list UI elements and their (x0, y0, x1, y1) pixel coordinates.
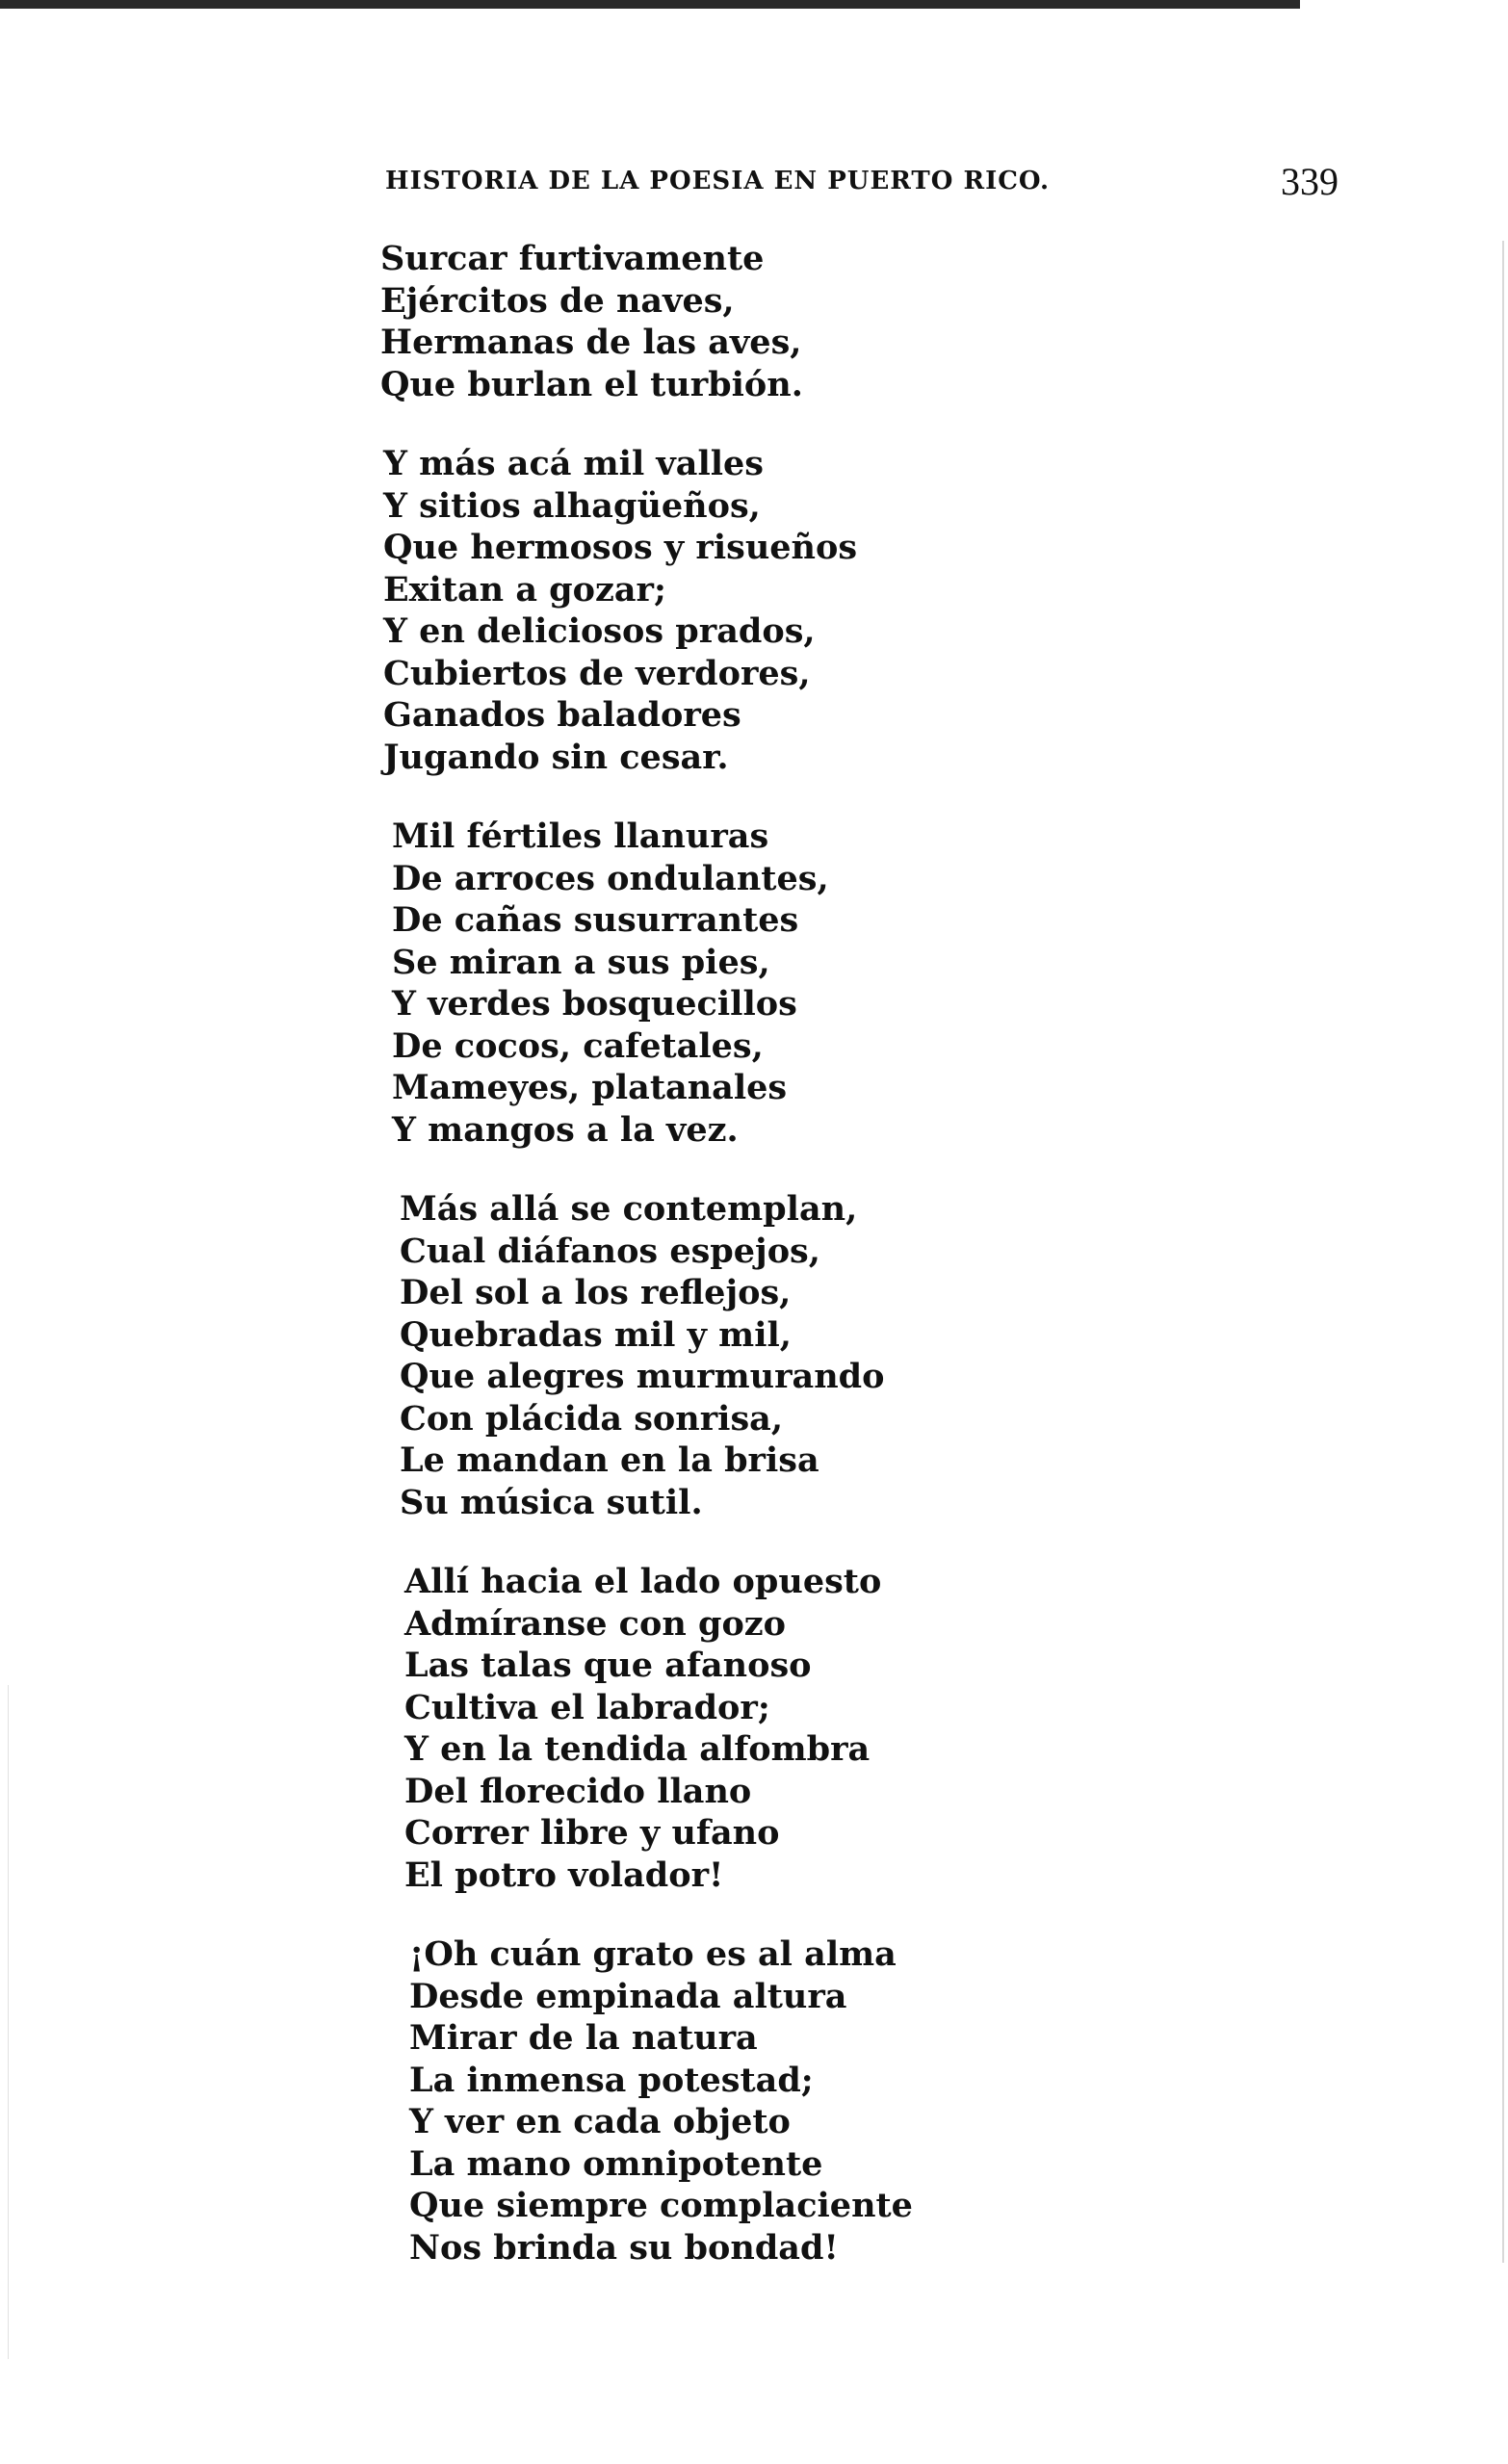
poem-line: La mano omnipotente (409, 2143, 823, 2184)
poem-line: Jugando sin cesar. (383, 737, 729, 777)
right-margin-rule (1502, 241, 1504, 2263)
poem-line: Quebradas mil y mil, (400, 1314, 792, 1355)
page-number: 339 (1281, 160, 1339, 203)
poem-line: Su música sutil. (400, 1482, 703, 1522)
poem-line: Y en deliciosos prados, (383, 611, 816, 651)
poem-line: Hermanas de las aves, (380, 323, 802, 362)
poem-line: Surcar furtivamente (380, 239, 765, 278)
poem-line: Y más acá mil valles (383, 444, 765, 483)
poem-line: La inmensa potestad; (409, 2060, 814, 2100)
poem-line: Correr libre y ufano (404, 1813, 780, 1853)
poem-line: Allí hacia el lado opuesto (404, 1562, 882, 1601)
poem-line: Cultiva el labrador; (404, 1687, 770, 1727)
poem-line: Exitan a gozar; (383, 569, 666, 610)
poem-line: Admíranse con gozo (404, 1603, 787, 1644)
poem-line: Y ver en cada objeto (409, 2102, 791, 2141)
poem-line: Con plácida sonrisa, (400, 1398, 784, 1439)
poem-line: Más allá se contemplan, (400, 1189, 858, 1229)
poem-line: Y en la tendida alfombra (404, 1729, 871, 1769)
poem-line: Le mandan en la brisa (400, 1440, 819, 1480)
poem-line: Mirar de la natura (409, 2018, 758, 2058)
poem-line: Y mangos a la vez. (392, 1109, 739, 1150)
poem-line: Que hermosos y risueños (383, 528, 858, 567)
poem-line: De arroces ondulantes, (392, 858, 829, 898)
stanza-1 (380, 238, 1054, 405)
running-head: HISTORIA DE LA POESIA EN PUERTO RICO. (385, 167, 1051, 195)
poem-line: Cubiertos de verdores, (383, 653, 811, 693)
top-border-rule (0, 0, 1300, 9)
poem-line: El potro volador! (404, 1854, 724, 1895)
poem-line: Que alegres murmurando (400, 1357, 885, 1396)
poem-line: Mil fértiles llanuras (392, 817, 769, 856)
stanza-2 (380, 443, 1054, 778)
poem-line: Las talas que afanoso (404, 1646, 812, 1685)
stanza-5 (380, 1561, 1054, 1896)
poem-line: Cual diáfanos espejos, (400, 1231, 820, 1271)
poem-line: Nos brinda su bondad! (409, 2227, 839, 2268)
stanza-3 (380, 816, 1054, 1151)
poem-line: Y sitios alhagüeños, (383, 485, 761, 526)
poem-line: Mameyes, platanales (392, 1068, 788, 1107)
poem-line: ¡Oh cuán grato es al alma (409, 1934, 897, 1974)
poem-line: Del sol a los reflejos, (400, 1273, 792, 1312)
poem-line: Y verdes bosquecillos (392, 984, 797, 1024)
poem-line: Del florecido llano (404, 1771, 752, 1811)
poem-line: Ejércitos de naves, (380, 280, 735, 321)
poem-line: Se miran a sus pies, (392, 942, 770, 982)
poem-line: Que burlan el turbión. (380, 364, 803, 404)
poem-line: Ganados baladores (383, 695, 741, 735)
poem-line: Desde empinada altura (409, 1976, 847, 2016)
poem-line: De cocos, cafetales, (392, 1025, 764, 1066)
stanza-4 (380, 1188, 1054, 1523)
page-header (385, 159, 1339, 217)
left-margin-rule (8, 1685, 9, 2359)
stanza-6 (380, 1933, 1054, 2269)
poem-line: De cañas susurrantes (392, 900, 799, 940)
poem-body (380, 238, 1054, 2306)
poem-line: Que siempre complaciente (409, 2186, 913, 2225)
